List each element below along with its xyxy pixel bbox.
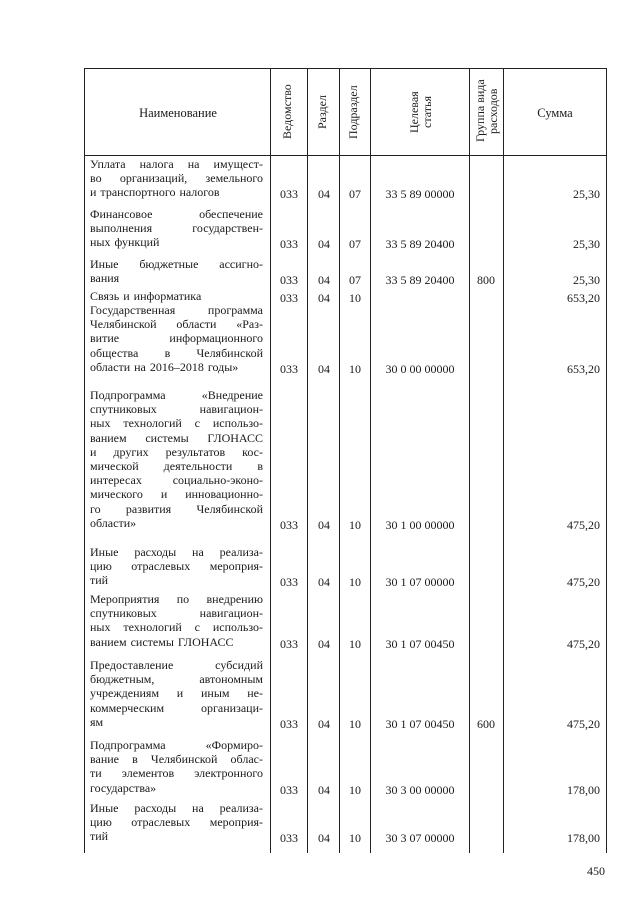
row-name-line: Иные расходы на реализа-	[90, 801, 263, 815]
table-top-border	[84, 68, 607, 69]
row-name-line: мической деятельности в	[90, 459, 263, 474]
row-vedomstvo: 033	[280, 716, 298, 731]
row-name-line: Финансовое обеспечение	[90, 207, 263, 221]
row-name	[90, 801, 263, 844]
row-razdel: 04	[318, 291, 330, 305]
row-gruppa: 600	[477, 716, 495, 731]
row-podrazdel: 10	[349, 831, 361, 846]
col-border-right	[606, 68, 607, 853]
row-name-line: Мероприятия по внедрению	[90, 592, 263, 606]
col-border-raz	[307, 68, 308, 853]
page-number: 450	[587, 864, 605, 878]
row-summa: 475,20	[567, 517, 600, 532]
row-celevaya: 30 1 07 00000	[385, 575, 455, 590]
row-name	[90, 545, 263, 588]
row-celevaya: 30 3 00 00000	[385, 782, 455, 797]
row-podrazdel: 10	[349, 716, 361, 731]
row-name-line: бюджетным, автономным	[90, 672, 263, 687]
row-razdel: 04	[318, 361, 330, 376]
row-name-line: тий	[90, 829, 109, 844]
row-name-line: области»	[90, 515, 137, 530]
row-name-line: Подпрограмма «Формиро-	[90, 738, 263, 752]
row-name-line: общества в Челябинской	[90, 345, 263, 360]
row-name-line: Подпрограмма «Внедрение	[90, 388, 263, 402]
row-name-line: Иные расходы на реализа-	[90, 545, 263, 559]
row-name	[90, 289, 263, 303]
row-name-line: ных технологий с использо-	[90, 416, 263, 431]
row-podrazdel: 10	[349, 517, 361, 532]
row-podrazdel: 10	[349, 636, 361, 651]
row-celevaya: 30 1 07 00450	[385, 636, 455, 651]
row-name-line: ных технологий с использо-	[90, 620, 263, 635]
row-razdel: 04	[318, 273, 330, 288]
row-name	[90, 388, 263, 530]
row-vedomstvo: 033	[280, 575, 298, 590]
header-podrazdel: Подраздел	[346, 85, 360, 139]
row-razdel: 04	[318, 716, 330, 731]
row-name-line: тий	[90, 573, 109, 588]
row-vedomstvo: 033	[280, 517, 298, 532]
row-celevaya: 30 1 00 00000	[385, 517, 455, 532]
row-name	[90, 207, 263, 250]
row-name-line: выполнения государствен-	[90, 221, 263, 236]
row-name	[90, 658, 263, 729]
header-bottom-border	[84, 155, 607, 156]
row-summa: 178,00	[567, 831, 600, 846]
col-border-sum	[503, 68, 504, 853]
row-name-line: учреждениям и иным не-	[90, 686, 263, 701]
row-name-line: ти элементов электронного	[90, 766, 263, 781]
row-vedomstvo: 033	[280, 361, 298, 376]
row-name	[90, 257, 263, 285]
row-name-line: Государственная программа	[90, 303, 263, 317]
row-name	[90, 592, 263, 649]
row-name-line: мического и инновационно-	[90, 487, 263, 502]
row-name-line: витие информационного	[90, 331, 263, 346]
row-razdel: 04	[318, 575, 330, 590]
row-name-line: государства»	[90, 780, 157, 795]
row-name-line: Предоставление субсидий	[90, 658, 263, 672]
row-summa: 653,20	[567, 291, 600, 305]
row-razdel: 04	[318, 517, 330, 532]
row-name-line: Связь и информатика	[90, 289, 202, 303]
row-name-line: Уплата налога на имущест-	[90, 157, 263, 171]
row-podrazdel: 10	[349, 361, 361, 376]
row-name-line: цию отраслевых мероприя-	[90, 815, 263, 830]
col-border-pod	[339, 68, 340, 853]
header-razdel: Раздел	[315, 95, 329, 129]
row-vedomstvo: 033	[280, 782, 298, 797]
row-name-line: области на 2016–2018 годы»	[90, 359, 239, 374]
row-vedomstvo: 033	[280, 831, 298, 846]
row-name-line: ных функций	[90, 235, 160, 250]
row-name-line: ванием системы ГЛОНАСС	[90, 634, 234, 649]
row-name-line: цию отраслевых мероприя-	[90, 559, 263, 574]
row-vedomstvo: 033	[280, 273, 298, 288]
row-vedomstvo: 033	[280, 291, 298, 305]
row-name-line: Челябинской области «Раз-	[90, 317, 263, 332]
row-podrazdel: 07	[349, 273, 361, 288]
row-name-line: и других результатов кос-	[90, 444, 263, 459]
row-summa: 25,30	[573, 273, 600, 288]
row-podrazdel: 07	[349, 187, 361, 202]
row-vedomstvo: 033	[280, 237, 298, 252]
row-celevaya: 33 5 89 20400	[385, 237, 455, 252]
row-vedomstvo: 033	[280, 187, 298, 202]
row-name	[90, 303, 263, 374]
header-summa: Сумма	[537, 106, 573, 120]
row-vedomstvo: 033	[280, 636, 298, 651]
row-celevaya: 33 5 89 20400	[385, 273, 455, 288]
row-summa: 178,00	[567, 782, 600, 797]
header-name: Наименование	[139, 106, 217, 120]
row-podrazdel: 10	[349, 575, 361, 590]
row-summa: 653,20	[567, 361, 600, 376]
row-razdel: 04	[318, 237, 330, 252]
row-razdel: 04	[318, 782, 330, 797]
row-podrazdel: 10	[349, 782, 361, 797]
row-name	[90, 738, 263, 795]
col-border-left	[84, 68, 85, 853]
row-name-line: вание в Челябинской облас-	[90, 752, 263, 767]
row-razdel: 04	[318, 187, 330, 202]
row-razdel: 04	[318, 831, 330, 846]
row-podrazdel: 07	[349, 237, 361, 252]
row-celevaya: 30 1 07 00450	[385, 716, 455, 731]
header-gruppa: Группа вида расходов	[473, 79, 500, 143]
row-gruppa: 800	[477, 273, 495, 288]
header-celevaya: Целевая статья	[407, 91, 434, 133]
row-summa: 25,30	[573, 187, 600, 202]
row-name-line: спутниковых навигацион-	[90, 402, 263, 417]
row-summa: 475,20	[567, 636, 600, 651]
row-celevaya: 30 0 00 00000	[385, 361, 455, 376]
col-border-ved	[270, 68, 271, 853]
row-celevaya: 30 3 07 00000	[385, 831, 455, 846]
header-vedomstvo: Ведомство	[280, 84, 294, 140]
row-summa: 475,20	[567, 716, 600, 731]
row-name-line: ям	[90, 714, 104, 729]
row-name-line: спутниковых навигацион-	[90, 606, 263, 621]
row-summa: 25,30	[573, 237, 600, 252]
row-name-line: и транспортного налогов	[90, 185, 220, 200]
col-border-grp	[469, 68, 470, 853]
row-name-line: коммерческим организаци-	[90, 700, 263, 715]
col-border-cel	[370, 68, 371, 853]
row-name-line: интересах социально-эконо-	[90, 473, 263, 488]
row-name-line: вания	[90, 271, 120, 286]
row-name-line: Иные бюджетные ассигно-	[90, 257, 263, 271]
row-razdel: 04	[318, 636, 330, 651]
row-celevaya: 33 5 89 00000	[385, 187, 455, 202]
row-summa: 475,20	[567, 575, 600, 590]
row-name	[90, 157, 263, 200]
row-name-line: во организаций, земельного	[90, 171, 263, 186]
row-name-line: го развития Челябинской	[90, 501, 263, 516]
row-name-line: ванием системы ГЛОНАСС	[90, 430, 263, 445]
row-podrazdel: 10	[349, 291, 361, 305]
